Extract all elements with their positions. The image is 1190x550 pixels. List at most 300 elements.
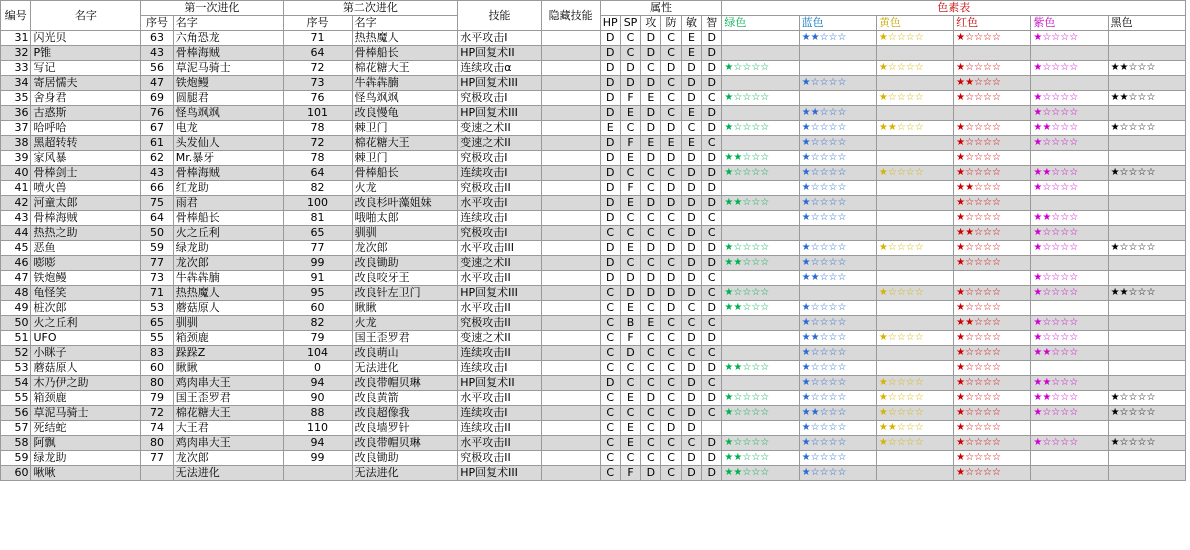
cell-sp: D [620,76,640,91]
cell-green-stars [722,46,799,61]
cell-name: 家风暴 [31,151,141,166]
cell-purple-stars [1031,166,1108,181]
star-rating: ★☆☆☆☆ [956,467,1001,478]
cell-blue-stars [799,76,876,91]
star-rating: ★☆☆☆☆ [801,422,847,433]
cell-yellow-stars [876,241,953,256]
cell-no: 49 [1,301,31,316]
cell-sp: C [620,406,640,421]
cell-hidden-skill [541,271,600,286]
cell-name: 箱颈鹿 [31,391,141,406]
star-rating: ★☆☆☆☆ [801,377,847,388]
cell-evo1-seq: 62 [141,151,174,166]
star-rating: ★☆☆☆☆ [956,212,1001,223]
cell-def: D [661,181,681,196]
cell-no: 54 [1,376,31,391]
cell-evo2-name: 国王歪罗君 [352,331,458,346]
star-rating: ★☆☆☆☆ [956,167,1001,178]
cell-skill: 变速之术II [458,256,541,271]
cell-int: D [702,151,722,166]
cell-def: D [661,271,681,286]
star-rating: ★☆☆☆☆ [956,347,1001,358]
star-rating: ★☆☆☆☆ [1110,242,1156,253]
cell-purple-stars [1031,391,1108,406]
star-rating: ★☆☆☆☆ [724,62,770,73]
cell-green-stars [722,211,799,226]
cell-evo1-name: 蘑菇原人 [173,301,283,316]
cell-blue-stars [799,391,876,406]
cell-name: 龟怪笑 [31,286,141,301]
cell-black-stars [1108,136,1185,151]
cell-hidden-skill [541,436,600,451]
cell-hp: D [600,211,620,226]
cell-black-stars [1108,46,1185,61]
cell-evo2-name: 改良超像我 [352,406,458,421]
cell-name: 绿龙助 [31,451,141,466]
header-evo2-name: 名字 [352,16,458,31]
table-row [1,436,1186,451]
cell-sp: B [620,316,640,331]
cell-name: 河童太郎 [31,196,141,211]
cell-int: D [702,301,722,316]
cell-yellow-stars [876,361,953,376]
cell-red-stars [954,466,1031,481]
table-row [1,61,1186,76]
cell-evo2-seq [283,466,352,481]
cell-purple-stars [1031,181,1108,196]
cell-sp: C [620,121,640,136]
cell-hp: E [600,121,620,136]
table-row [1,376,1186,391]
cell-agi: D [681,166,701,181]
cell-hp: C [600,361,620,376]
star-rating: ★☆☆☆☆ [801,137,847,148]
cell-evo2-seq: 64 [283,166,352,181]
cell-yellow-stars [876,226,953,241]
cell-name: 寄居懦夫 [31,76,141,91]
cell-evo2-seq: 81 [283,211,352,226]
cell-red-stars [954,286,1031,301]
cell-skill: 连续攻击I [458,211,541,226]
cell-no: 47 [1,271,31,286]
star-rating: ★☆☆☆☆ [801,122,847,133]
cell-evo1-name: 头发仙人 [173,136,283,151]
cell-no: 40 [1,166,31,181]
cell-name: P锥 [31,46,141,61]
cell-evo1-name: 怪鸟飒飒 [173,106,283,121]
star-rating: ★☆☆☆☆ [956,437,1001,448]
cell-purple-stars [1031,226,1108,241]
star-rating: ★☆☆☆☆ [1110,407,1156,418]
cell-def: C [661,466,681,481]
cell-def: D [661,121,681,136]
cell-black-stars [1108,181,1185,196]
cell-agi: C [681,346,701,361]
header-agi: 敏 [681,16,701,31]
cell-red-stars [954,151,1031,166]
cell-no: 55 [1,391,31,406]
cell-skill: 连续攻击I [458,406,541,421]
star-rating: ★☆☆☆☆ [801,257,847,268]
cell-red-stars [954,196,1031,211]
cell-name: 热热之助 [31,226,141,241]
cell-green-stars [722,391,799,406]
cell-black-stars [1108,406,1185,421]
cell-hp: D [600,91,620,106]
header-hidden-skill: 隐藏技能 [541,1,600,31]
header-evo2: 第二次进化 [283,1,458,16]
cell-atk: C [641,211,661,226]
cell-int: D [702,166,722,181]
table-row [1,256,1186,271]
cell-agi: D [681,271,701,286]
table-row [1,421,1186,436]
star-rating: ★☆☆☆☆ [1033,32,1079,43]
cell-yellow-stars [876,301,953,316]
cell-evo2-seq: 79 [283,331,352,346]
cell-name: 木乃伊之助 [31,376,141,391]
cell-blue-stars [799,316,876,331]
cell-evo1-seq: 79 [141,391,174,406]
cell-evo2-name: 无法进化 [352,466,458,481]
cell-evo1-seq: 60 [141,361,174,376]
cell-evo2-name: 龙次郎 [352,241,458,256]
cell-sp: C [620,46,640,61]
cell-blue-stars [799,91,876,106]
star-rating: ★☆☆☆☆ [956,257,1001,268]
cell-evo1-seq: 72 [141,406,174,421]
cell-red-stars [954,316,1031,331]
cell-evo2-name: 改良咬牙王 [352,271,458,286]
cell-hp: D [600,376,620,391]
cell-yellow-stars [876,436,953,451]
cell-blue-stars [799,256,876,271]
star-rating: ★★☆☆☆ [878,422,924,433]
cell-yellow-stars [876,91,953,106]
header-green: 绿色 [722,16,799,31]
cell-purple-stars [1031,121,1108,136]
cell-no: 39 [1,151,31,166]
table-row [1,346,1186,361]
cell-blue-stars [799,61,876,76]
cell-purple-stars [1031,256,1108,271]
star-rating: ★☆☆☆☆ [724,437,770,448]
cell-blue-stars [799,331,876,346]
cell-evo1-name: 驯驯 [173,316,283,331]
cell-blue-stars [799,286,876,301]
cell-def: D [661,196,681,211]
cell-yellow-stars [876,466,953,481]
star-rating: ★☆☆☆☆ [801,242,847,253]
cell-purple-stars [1031,331,1108,346]
cell-def: C [661,226,681,241]
cell-hidden-skill [541,316,600,331]
cell-hp: D [600,106,620,121]
cell-green-stars [722,346,799,361]
cell-sp: C [620,376,640,391]
cell-evo1-name: 六角恐龙 [173,31,283,46]
cell-evo2-name: 骨棒船长 [352,46,458,61]
cell-evo2-seq: 82 [283,181,352,196]
cell-no: 31 [1,31,31,46]
cell-purple-stars [1031,151,1108,166]
cell-int: D [702,256,722,271]
cell-red-stars [954,211,1031,226]
table-row [1,151,1186,166]
table-row [1,361,1186,376]
star-rating: ★☆☆☆☆ [1033,182,1079,193]
cell-hp: D [600,46,620,61]
cell-blue-stars [799,421,876,436]
cell-evo1-seq: 50 [141,226,174,241]
cell-hidden-skill [541,346,600,361]
cell-atk: D [641,46,661,61]
cell-black-stars [1108,436,1185,451]
cell-name: 铁炮鳗 [31,271,141,286]
star-rating: ★★☆☆☆ [801,332,847,343]
star-rating: ★☆☆☆☆ [1033,92,1079,103]
cell-evo2-seq: 95 [283,286,352,301]
star-rating: ★☆☆☆☆ [878,167,924,178]
table-row [1,226,1186,241]
cell-green-stars [722,61,799,76]
cell-evo1-seq: 61 [141,136,174,151]
cell-purple-stars [1031,271,1108,286]
cell-def: C [661,391,681,406]
cell-agi: D [681,76,701,91]
cell-blue-stars [799,376,876,391]
cell-red-stars [954,166,1031,181]
cell-black-stars [1108,226,1185,241]
cell-evo1-name: 热热魔人 [173,286,283,301]
cell-evo2-seq: 65 [283,226,352,241]
cell-sp: C [620,31,640,46]
header-yellow: 黄色 [876,16,953,31]
cell-agi: D [681,256,701,271]
cell-evo2-name: 改良锄助 [352,451,458,466]
cell-hp: D [600,76,620,91]
star-rating: ★☆☆☆☆ [878,392,924,403]
cell-skill: 究极攻击II [458,451,541,466]
cell-green-stars [722,91,799,106]
cell-red-stars [954,406,1031,421]
cell-int: D [702,466,722,481]
cell-sp: C [620,451,640,466]
star-rating: ★☆☆☆☆ [878,287,924,298]
cell-evo1-name: 雨君 [173,196,283,211]
cell-evo1-seq: 55 [141,331,174,346]
cell-yellow-stars [876,376,953,391]
cell-purple-stars [1031,451,1108,466]
cell-evo1-seq [141,466,174,481]
cell-agi: D [681,181,701,196]
star-rating: ★★☆☆☆ [1110,92,1156,103]
table-row [1,46,1186,61]
star-rating: ★☆☆☆☆ [956,362,1001,373]
cell-red-stars [954,391,1031,406]
cell-evo1-seq: 73 [141,271,174,286]
star-rating: ★★☆☆☆ [724,467,770,478]
cell-evo1-seq: 75 [141,196,174,211]
cell-no: 45 [1,241,31,256]
cell-black-stars [1108,91,1185,106]
cell-yellow-stars [876,166,953,181]
table-row [1,286,1186,301]
cell-no: 33 [1,61,31,76]
cell-green-stars [722,406,799,421]
cell-evo1-name: 牛犇犇腩 [173,271,283,286]
star-rating: ★☆☆☆☆ [801,317,847,328]
cell-agi: D [681,211,701,226]
star-rating: ★☆☆☆☆ [878,437,924,448]
cell-evo1-seq: 63 [141,31,174,46]
cell-evo2-seq: 104 [283,346,352,361]
cell-evo1-name: Mr.暴牙 [173,151,283,166]
cell-name: 骨棒海贼 [31,211,141,226]
cell-evo2-seq: 110 [283,421,352,436]
cell-red-stars [954,331,1031,346]
star-rating: ★☆☆☆☆ [956,302,1001,313]
star-rating: ★★☆☆☆ [956,182,1001,193]
header-blue: 蓝色 [799,16,876,31]
cell-atk: E [641,316,661,331]
cell-def: C [661,436,681,451]
cell-def: C [661,166,681,181]
cell-purple-stars [1031,361,1108,376]
cell-def: C [661,106,681,121]
cell-purple-stars [1031,196,1108,211]
cell-skill: 连续攻击II [458,346,541,361]
cell-blue-stars [799,226,876,241]
cell-red-stars [954,181,1031,196]
cell-def: C [661,346,681,361]
cell-hidden-skill [541,46,600,61]
cell-skill: 水平攻击II [458,301,541,316]
cell-green-stars [722,466,799,481]
cell-blue-stars [799,271,876,286]
cell-evo2-name: 无法进化 [352,361,458,376]
cell-red-stars [954,76,1031,91]
cell-yellow-stars [876,31,953,46]
cell-blue-stars [799,436,876,451]
cell-evo1-name: 圆腿君 [173,91,283,106]
cell-no: 60 [1,466,31,481]
cell-name: 喷火兽 [31,181,141,196]
star-rating: ★★☆☆☆ [1110,287,1156,298]
header-color-table: 色素表 [722,1,1186,16]
cell-def: C [661,316,681,331]
cell-atk: C [641,436,661,451]
cell-evo1-name: 铁炮鳗 [173,76,283,91]
header-no: 编号 [1,1,31,31]
star-rating: ★★☆☆☆ [1033,122,1079,133]
cell-int: C [702,316,722,331]
cell-int: C [702,346,722,361]
header-red: 红色 [954,16,1031,31]
cell-yellow-stars [876,406,953,421]
cell-hp: C [600,406,620,421]
star-rating: ★☆☆☆☆ [956,32,1001,43]
header-black: 黑色 [1108,16,1185,31]
cell-evo1-name: 绿龙助 [173,241,283,256]
cell-evo1-seq: 80 [141,436,174,451]
cell-evo2-name: 改良慢龟 [352,106,458,121]
cell-skill: 水平攻击I [458,31,541,46]
cell-atk: D [641,76,661,91]
cell-no: 37 [1,121,31,136]
cell-skill: 水平攻击III [458,241,541,256]
star-rating: ★☆☆☆☆ [1110,167,1156,178]
cell-red-stars [954,121,1031,136]
cell-green-stars [722,376,799,391]
cell-black-stars [1108,61,1185,76]
cell-yellow-stars [876,76,953,91]
star-rating: ★★☆☆☆ [956,317,1001,328]
cell-def: D [661,241,681,256]
header-skill: 技能 [458,1,541,31]
cell-def: D [661,61,681,76]
star-rating: ★☆☆☆☆ [956,152,1001,163]
cell-no: 32 [1,46,31,61]
cell-atk: D [641,121,661,136]
header-evo2-seq: 序号 [283,16,352,31]
cell-hp: D [600,271,620,286]
cell-int: D [702,76,722,91]
cell-black-stars [1108,121,1185,136]
cell-green-stars [722,301,799,316]
cell-hidden-skill [541,31,600,46]
cell-black-stars [1108,151,1185,166]
cell-agi: D [681,241,701,256]
cell-sp: C [620,226,640,241]
cell-hp: D [600,181,620,196]
cell-black-stars [1108,451,1185,466]
star-rating: ★☆☆☆☆ [956,62,1001,73]
cell-int: D [702,361,722,376]
cell-atk: C [641,331,661,346]
cell-yellow-stars [876,106,953,121]
star-rating: ★☆☆☆☆ [724,167,770,178]
cell-skill: 连续攻击II [458,421,541,436]
star-rating: ★★☆☆☆ [801,107,847,118]
star-rating: ★★☆☆☆ [724,302,770,313]
cell-sp: E [620,301,640,316]
cell-no: 56 [1,406,31,421]
table-row [1,76,1186,91]
cell-red-stars [954,376,1031,391]
cell-atk: D [641,286,661,301]
table-row [1,451,1186,466]
cell-green-stars [722,331,799,346]
cell-evo1-name: 火之丘利 [173,226,283,241]
cell-agi: D [681,361,701,376]
cell-atk: D [641,106,661,121]
table-row [1,271,1186,286]
star-rating: ★☆☆☆☆ [1110,392,1156,403]
cell-int: D [702,121,722,136]
cell-evo2-name: 改良带帽贝琳 [352,376,458,391]
cell-sp: F [620,466,640,481]
header-sp: SP [620,16,640,31]
cell-int: D [702,391,722,406]
star-rating: ★☆☆☆☆ [801,362,847,373]
cell-evo1-name: 鸡肉串大王 [173,376,283,391]
cell-purple-stars [1031,211,1108,226]
cell-hp: C [600,436,620,451]
star-rating: ★☆☆☆☆ [1033,317,1079,328]
table-row [1,166,1186,181]
cell-red-stars [954,106,1031,121]
